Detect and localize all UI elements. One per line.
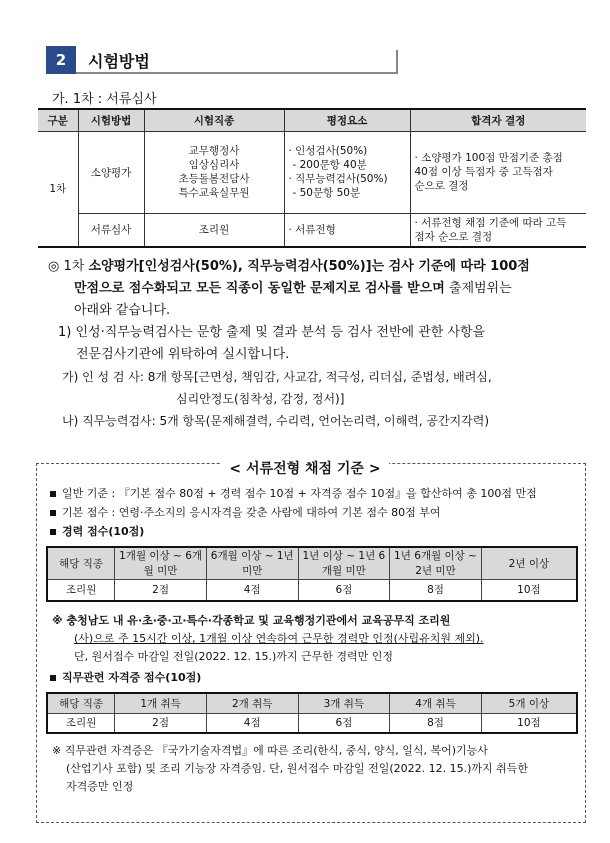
table-row: 조리원 2점 4점 6점 8점 10점 [47,579,577,601]
decision-cell: · 서류전형 채점 기준에 따라 고득 점자 순으로 결정 [410,213,586,247]
jobs-cell: 교무행정사 임상심리사 초등돌봄전담사 특수교육실무원 [144,131,284,213]
method-cell: 서류심사 [78,213,144,247]
table-header-row [38,109,586,131]
jobs-cell: 조리원 [144,213,284,247]
table-row: 조리원 2점 4점 6점 8점 10점 [47,713,577,733]
exam-method-table [38,108,586,248]
paragraph-details: 1) 인성·직무능력검사는 문항 출제 및 결과 분석 등 검사 전반에 관한 사항을 전문검사기관에 위탁하여 실시합니다. 가) 인 성 검 사: 8개 항목[근면성, 책임감, 사교감, 적극성, 리더십, 준법성, 배려심, 심리안정도(침착성, 감정, 정서)] 나) 직무능력검사: 5개 항목(문제해결력, 수리력, 언어논리력, 이해력, 공간지각력) [58,325,492,428]
elements-cell: · 인성검사(50%) - 200문항 40분 · 직무능력검사(50%) - 50문항 50분 [284,131,410,213]
bullet-certificate: 직무관련 자격증 점수(10점) [50,670,201,686]
divider [396,50,398,74]
bullet-basic: 기본 점수 : 연령·주소지의 응시자격을 갖춘 사람에 대하여 기본 점수 80점 부여 [50,505,440,521]
subsection-title: 가. 1차 : 서류심사 [52,92,157,107]
elements-cell: · 서류전형 [284,213,410,247]
header-cell: 구분 [38,109,78,131]
table-header-row: 해당 직종 1개월 이상 ~ 6개월 미만 6개월 이상 ~ 1년 미만 1년 이상 ~ 1년 6개월 미만 1년 6개월 이상 ~ 2년 미만 2년 이상 [47,547,577,579]
section-number: 2 [46,46,76,74]
section-header [46,46,396,74]
table-row [38,131,586,213]
header-cell: 평정요소 [284,109,410,131]
career-score-table [46,546,578,602]
method-cell: 소양평가 [78,131,144,213]
box-title: < 서류전형 채점 기준 > [0,458,610,478]
section-title: 시험방법 [88,52,150,71]
bullet-general: 일반 기준 : 『기본 점수 80점 + 경력 점수 10점 + 자격증 점수 10점』을 합산하여 총 100점 만점 [50,486,537,502]
table-header-row: 해당 직종 1개 취득 2개 취득 3개 취득 4개 취득 5개 이상 [47,693,577,713]
header-cell: 합격자 결정 [410,109,586,131]
round-cell: 1차 [38,131,78,247]
decision-cell: · 소양평가 100점 만점기준 총점 40점 이상 득점자 중 고득점자 순으로 결정 [410,131,586,213]
bullet-career: 경력 점수(10점) [50,524,144,540]
divider [76,72,398,74]
table-row [38,213,586,247]
header-cell: 시험직종 [144,109,284,131]
note-certificate: ※ 직무관련 자격증은 『국가기술자격법』에 따른 조리(한식, 중식, 양식, 일식, 복어)기능사 (산업기사 포함) 및 조리 기능장 자격증임. 단, 원서접수 마감일 전일(2022. 12. 15.)까지 취득한 자격증만 인정 [52,744,528,793]
note-career: ※ 충청남도 내 유·초·중·고·특수·각종학교 및 교육행정기관에서 교육공무직 조리원 (사)으로 주 15시간 이상, 1개월 이상 연속하여 근무한 경력만 인정(사립유치원 제외). 단, 원서접수 마감일 전일(2022. 12. 15.)까지 근무한 경력만 인정 [52,614,484,663]
certificate-score-table [46,692,578,734]
paragraph-main: ◎ 1차 소양평가[인성검사(50%), 직무능력검사(50%)]는 검사 기준에 따라 100점 만점으로 점수화되고 모든 직종이 동일한 문제지로 검사를 받으며 출제범위는 아래와 같습니다. [48,259,530,318]
header-cell: 시험방법 [78,109,144,131]
